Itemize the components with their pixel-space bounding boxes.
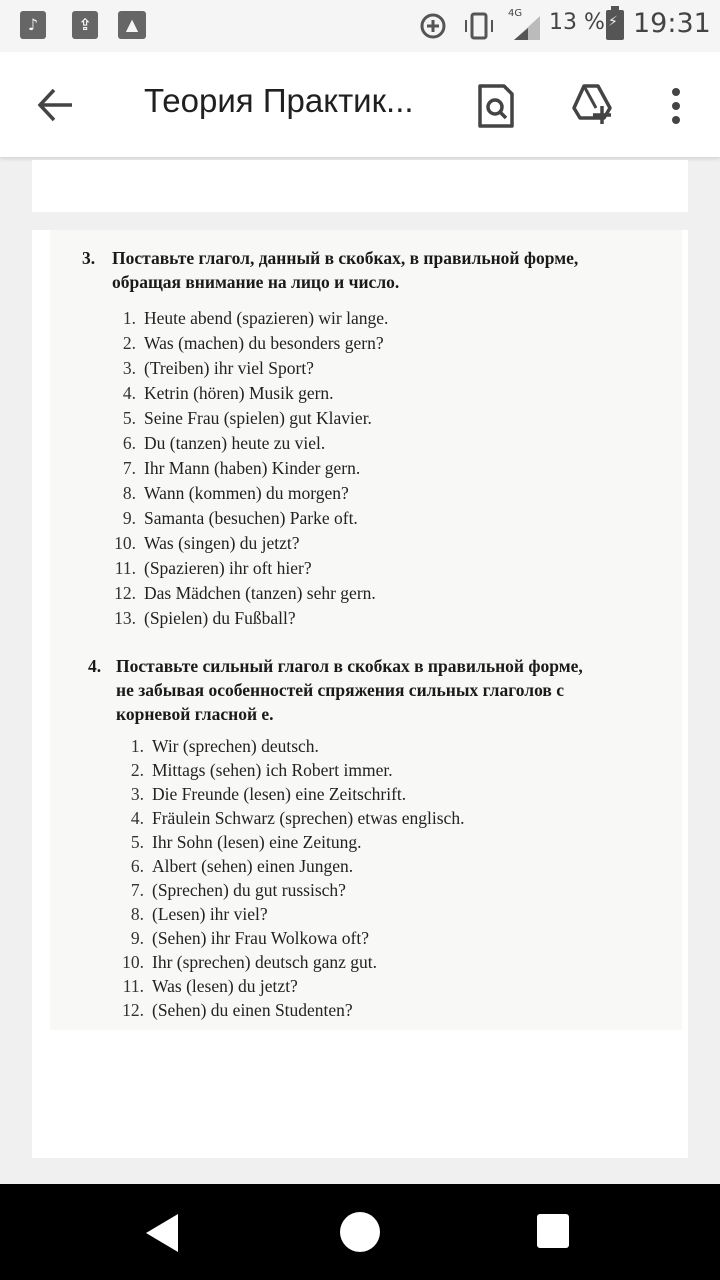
nav-home-icon[interactable] xyxy=(340,1212,380,1252)
image-icon: ▲ xyxy=(118,11,146,39)
list-item: 10. Ihr (sprechen) deutsch ganz gut. xyxy=(122,952,377,972)
status-bar xyxy=(0,0,720,52)
document-page-previous xyxy=(32,160,688,212)
app-bar xyxy=(0,52,720,158)
find-in-document-icon[interactable] xyxy=(470,80,522,132)
clock: 19:31 xyxy=(633,8,711,39)
list-item: 3. Die Freunde (lesen) eine Zeitschrift. xyxy=(130,784,407,804)
signal-icon xyxy=(512,14,542,42)
nav-recents-icon[interactable] xyxy=(537,1214,569,1248)
list-item: 6. Du (tanzen) heute zu viel. xyxy=(122,433,326,453)
list-item: 2. Mittags (sehen) ich Robert immer. xyxy=(130,760,393,780)
back-arrow-icon[interactable] xyxy=(30,80,80,130)
list-item: 9. (Sehen) ihr Frau Wolkowa oft? xyxy=(130,928,369,948)
more-vertical-icon[interactable] xyxy=(656,80,696,132)
list-item: 1. Wir (sprechen) deutsch. xyxy=(130,736,319,756)
upload-file-icon: ⇪ xyxy=(72,11,98,39)
list-item: 12. Das Mädchen (tanzen) sehr gern. xyxy=(114,583,376,603)
list-item: 1. Heute abend (spazieren) wir lange. xyxy=(122,308,389,328)
data-saver-icon xyxy=(417,10,449,42)
list-item: 12. (Sehen) du einen Studenten? xyxy=(122,1000,353,1020)
vibrate-icon xyxy=(460,10,500,42)
nav-back-icon[interactable] xyxy=(142,1212,182,1254)
network-type: 4G xyxy=(508,8,523,19)
music-note-icon: ♪ xyxy=(20,11,46,39)
battery-charging-icon xyxy=(606,10,624,40)
scanned-worksheet: 3. Поставьте глагол, данный в скобках, в правильной форме, обращая внимание на лицо и число. 1. Heute abend (spazieren) wir lange. 2. Was (machen) du besonders gern? 3. (Treiben) ihr viel Sport? 4. Ketrin (hören) Musik gern. 5. Seine Frau (spielen) gut Klavier. 6. Du (tanzen) heute zu viel. 7. Ihr Mann (haben) Kinder gern. 8. Wann (kommen) du morgen? 9. Samanta (besuchen) Parke oft. 10. Was (singen) du jetzt? 11. (Spazieren) ihr oft hier? 12. Das Mädchen (tanzen) sehr gern. 13. (Spielen) du Fußball? 4. Поставьте сильный глагол в скобках в правильной форме, не забывая особенностей спряжения сильных глаголов с корневой гласной е. 1. Wir (sprechen) deutsch. 2. Mittags (sehen) ich Robert immer. 3. Die Freunde (lesen) eine Zeitschrift. 4. Fräulein Schwarz (sprechen) etwas englisch. 5. Ihr Sohn (lesen) eine Zeitung. 6. Albert (sehen) einen Jungen. 7. (Sprechen) du gut russisch? 8. (Lesen) ihr viel? 9. (Sehen) ihr Frau Wolkowa oft? 10. Ihr (sprechen) deutsch ganz gut. 11. Was (lesen) du jetzt? 12. (Sehen) du einen Studenten? xyxy=(50,230,682,1030)
list-item: 9. Samanta (besuchen) Parke oft. xyxy=(122,508,358,528)
list-item: 8. Wann (kommen) du morgen? xyxy=(122,483,349,503)
list-item: 11. Was (lesen) du jetzt? xyxy=(122,976,298,996)
list-item: 7. Ihr Mann (haben) Kinder gern. xyxy=(122,458,361,478)
list-item: 3. (Treiben) ihr viel Sport? xyxy=(122,358,314,378)
list-item: 10. Was (singen) du jetzt? xyxy=(114,533,300,553)
document-title: Теория Практик... xyxy=(144,82,414,119)
list-item: 2. Was (machen) du besonders gern? xyxy=(122,333,384,353)
list-item: 5. Ihr Sohn (lesen) eine Zeitung. xyxy=(130,832,362,852)
list-item: 13. (Spielen) du Fußball? xyxy=(114,608,296,628)
list-item: 5. Seine Frau (spielen) gut Klavier. xyxy=(122,408,372,428)
add-to-drive-icon[interactable] xyxy=(566,78,618,130)
list-item: 4. Ketrin (hören) Musik gern. xyxy=(122,383,334,403)
battery-percentage: 13 % xyxy=(549,10,605,35)
list-item: 8. (Lesen) ihr viel? xyxy=(130,904,268,924)
document-page xyxy=(32,230,688,1158)
list-item: 4. Fräulein Schwarz (sprechen) etwas englisch. xyxy=(130,808,465,828)
list-item: 6. Albert (sehen) einen Jungen. xyxy=(130,856,354,876)
navigation-bar xyxy=(0,1184,720,1280)
list-item: 11. (Spazieren) ihr oft hier? xyxy=(114,558,312,578)
list-item: 7. (Sprechen) du gut russisch? xyxy=(130,880,346,900)
